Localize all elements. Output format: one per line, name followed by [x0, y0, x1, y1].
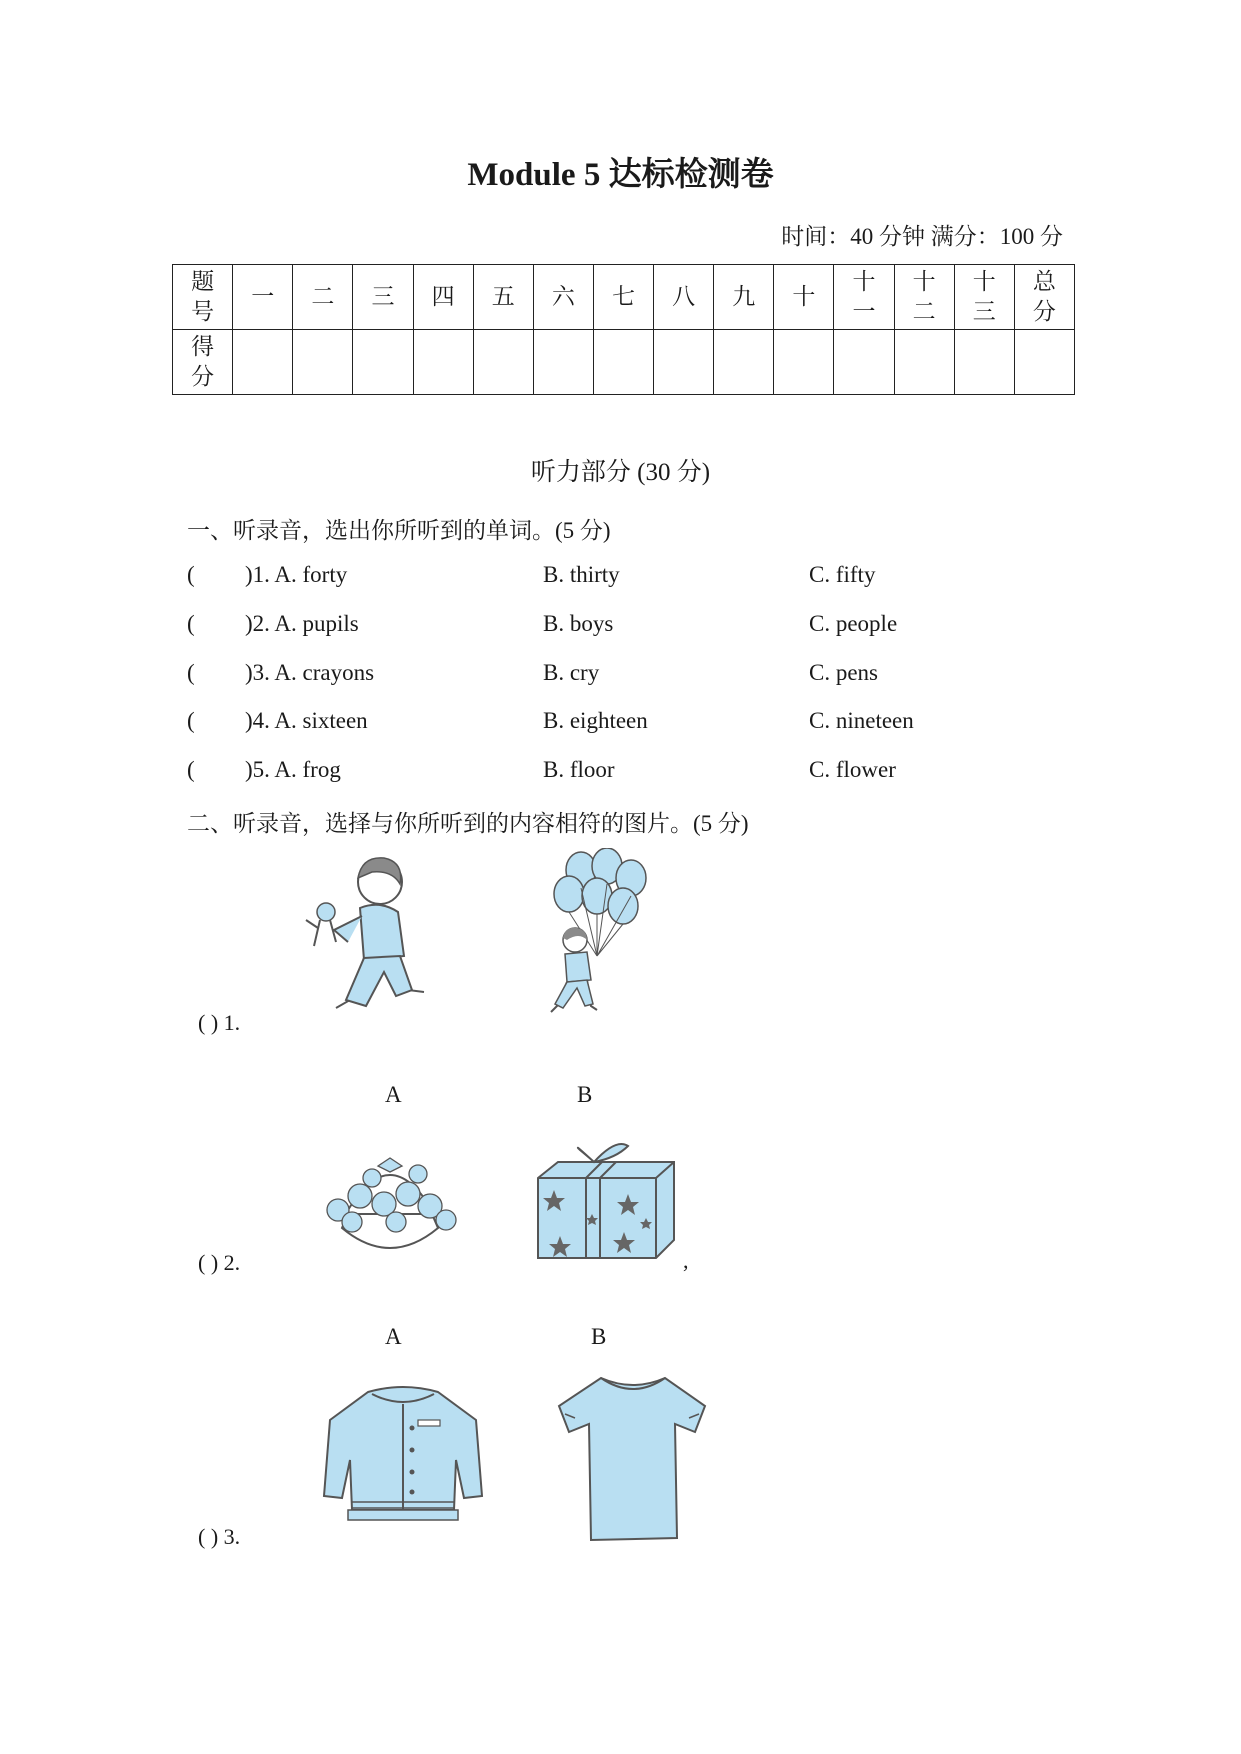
option-b: B. boys	[543, 611, 614, 636]
jacket-icon[interactable]	[318, 1380, 488, 1525]
score-cell[interactable]	[593, 330, 653, 395]
option-c: C. pens	[809, 660, 878, 685]
answer-paren[interactable]: (	[187, 708, 195, 733]
column-header: 九	[714, 265, 774, 330]
answer-paren[interactable]: (	[187, 660, 195, 685]
column-header: 二	[293, 265, 353, 330]
option-a: )5. A. frog	[245, 757, 341, 782]
answer-paren[interactable]: (	[187, 562, 195, 587]
column-header: 十	[774, 265, 834, 330]
option-c: C. nineteen	[809, 708, 914, 733]
score-cell[interactable]	[654, 330, 714, 395]
trailing-comma: ,	[683, 1248, 689, 1273]
answer-paren[interactable]: (	[187, 757, 195, 782]
score-cell[interactable]	[353, 330, 413, 395]
answer-paren[interactable]: (	[187, 611, 195, 636]
time-and-score-info: 时间：40 分钟 满分：100 分	[781, 224, 1063, 249]
score-cell[interactable]	[714, 330, 774, 395]
score-cell[interactable]	[233, 330, 293, 395]
score-table	[172, 264, 1075, 395]
column-header: 十二	[894, 265, 954, 330]
page-title: Module 5 达标检测卷	[467, 157, 774, 193]
column-header: 十一	[834, 265, 894, 330]
section-title-listening: 听力部分 (30 分)	[530, 459, 711, 486]
score-table-score-row	[173, 330, 1075, 395]
row-label-score: 得分	[173, 330, 233, 395]
gift-box-icon[interactable]	[532, 1140, 682, 1262]
score-cell[interactable]	[533, 330, 593, 395]
column-header: 总分	[1014, 265, 1074, 330]
option-b: B. floor	[543, 757, 615, 782]
score-table-header-row	[173, 265, 1075, 330]
part2-heading: 二、听录音，选择与你所听到的内容相符的图片。(5 分)	[187, 811, 749, 836]
score-cell[interactable]	[774, 330, 834, 395]
option-b: B. thirty	[543, 562, 620, 587]
column-header: 一	[233, 265, 293, 330]
option-c: C. fifty	[809, 562, 876, 587]
score-cell[interactable]	[473, 330, 533, 395]
flower-basket-icon[interactable]	[318, 1150, 463, 1260]
boy-with-balloons-icon[interactable]	[545, 848, 660, 1023]
part1-heading: 一、听录音，选出你所听到的单词。(5 分)	[187, 518, 611, 543]
picture-question-2-prefix[interactable]: ( ) 2.	[198, 1250, 241, 1275]
option-b: B. eighteen	[543, 708, 648, 733]
column-header: 五	[473, 265, 533, 330]
option-a: )1. A. forty	[245, 562, 348, 587]
column-header: 三	[353, 265, 413, 330]
option-a: )3. A. crayons	[245, 660, 375, 685]
column-header: 四	[413, 265, 473, 330]
score-cell[interactable]	[834, 330, 894, 395]
score-cell[interactable]	[954, 330, 1014, 395]
score-cell[interactable]	[293, 330, 353, 395]
option-b: B. cry	[543, 660, 600, 685]
row-label-question-number: 题号	[173, 265, 233, 330]
column-header: 十三	[954, 265, 1014, 330]
score-cell[interactable]	[413, 330, 473, 395]
score-cell[interactable]	[1014, 330, 1074, 395]
picture-label-b: B	[577, 1082, 593, 1107]
picture-question-1-prefix[interactable]: ( ) 1.	[198, 1010, 241, 1035]
column-header: 七	[593, 265, 653, 330]
option-c: C. flower	[809, 757, 896, 782]
option-c: C. people	[809, 611, 898, 636]
option-a: )4. A. sixteen	[245, 708, 368, 733]
boy-with-toy-monkey-icon[interactable]	[300, 850, 435, 1020]
picture-label-b: B	[591, 1324, 607, 1349]
picture-label-a: A	[385, 1082, 402, 1107]
picture-label-a: A	[385, 1324, 402, 1349]
column-header: 六	[533, 265, 593, 330]
option-a: )2. A. pupils	[245, 611, 359, 636]
column-header: 八	[654, 265, 714, 330]
picture-question-3-prefix[interactable]: ( ) 3.	[198, 1524, 241, 1549]
t-shirt-icon[interactable]	[555, 1370, 710, 1545]
score-cell[interactable]	[894, 330, 954, 395]
